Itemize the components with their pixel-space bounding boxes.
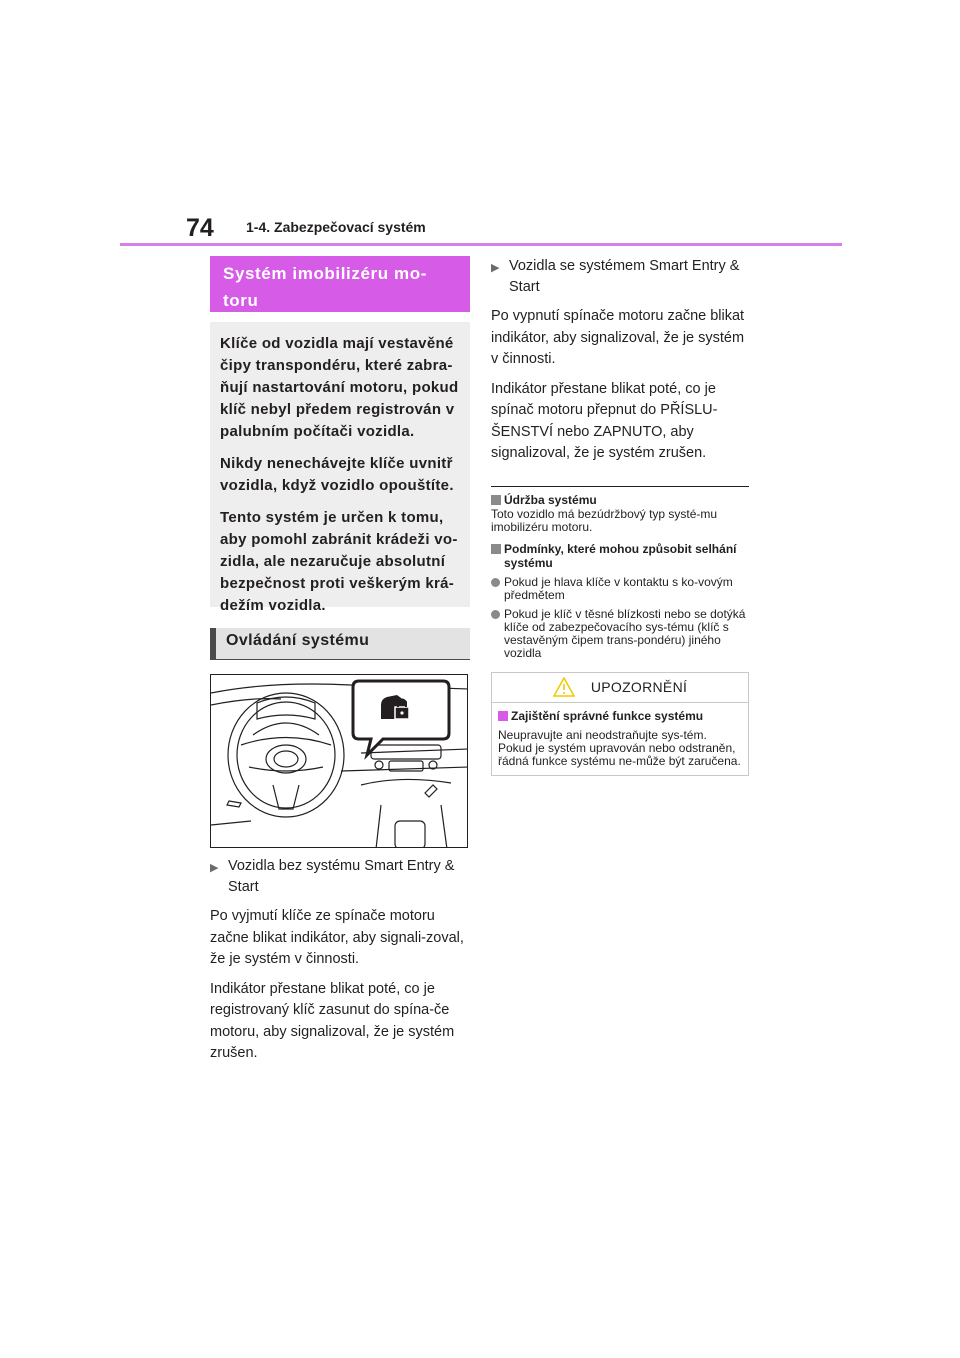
body-paragraph: Po vyjmutí klíče ze spínače motoru začne blikat indikátor, aby signali-zoval, že je systém v činnosti. bbox=[210, 908, 464, 967]
subsection-title: Ovládání systému bbox=[210, 628, 470, 660]
intro-paragraph: Tento systém je určen k tomu, aby pomohl zabránit krádeži vo-zidla, ale nezaručuje absolutní bezpečnost proti veškerým krá-dežím vozidla. bbox=[220, 509, 458, 614]
note-title: Údržba systému bbox=[504, 492, 597, 507]
warning-header bbox=[492, 673, 748, 703]
note-heading bbox=[491, 542, 749, 570]
intro-paragraph: Klíče od vozidla mají vestavěné čipy transpondéru, které zabra-ňují nastartování motoru, pokud klíč nebyl předem registrován v palubním počítači vozidla. bbox=[220, 335, 459, 440]
header-rule bbox=[120, 243, 842, 246]
warning-title: UPOZORNĚNÍ bbox=[590, 679, 688, 695]
left-column bbox=[210, 256, 470, 1065]
body-paragraph: Po vypnutí spínače motoru začne blikat indikátor, aby signalizoval, že je systém v činnosti. bbox=[491, 308, 745, 367]
intro-panel bbox=[210, 322, 470, 614]
warning-subtitle: Zajištění správné funkce systému bbox=[511, 708, 704, 723]
variant-label: Vozidla se systémem Smart Entry & Start bbox=[509, 258, 740, 295]
section-title: Systém imobilizéru mo-toru bbox=[210, 256, 470, 312]
note-heading bbox=[491, 493, 749, 507]
warning-content bbox=[492, 703, 748, 768]
list-item-text: Pokud je hlava klíče v kontaktu s ko-vovým předmětem bbox=[504, 574, 733, 602]
dashboard-illustration bbox=[210, 674, 468, 848]
note-text: Toto vozidlo má bezúdržbový typ systé-mu imobilizéru motoru. bbox=[491, 506, 718, 534]
dashboard-drawing bbox=[211, 675, 468, 848]
variant-item bbox=[491, 256, 749, 298]
body-paragraph: Indikátor přestane blikat poté, co je registrovaný klíč zasunut do spína-če motoru, aby signalizoval, že je systém zrušen. bbox=[210, 980, 455, 1061]
triangle-bullet-icon: ▶ bbox=[491, 262, 500, 274]
page-number: 74 bbox=[186, 214, 214, 242]
note-title: Podmínky, které mohou způsobit selhání systému bbox=[504, 541, 737, 570]
variant-item bbox=[210, 856, 470, 898]
square-bullet-icon bbox=[491, 495, 501, 505]
intro-paragraph: Nikdy nenechávejte klíče uvnitř vozidla, když vozidlo opouštíte. bbox=[220, 455, 454, 494]
round-bullet-icon bbox=[491, 578, 500, 587]
right-column bbox=[491, 256, 749, 776]
list-item bbox=[491, 576, 749, 602]
body-paragraph: Indikátor přestane blikat poté, co je spínač motoru přepnut do PŘÍSLU-ŠENSTVÍ nebo ZAPNUTO, aby signalizoval, že je systém zrušen. bbox=[491, 380, 718, 461]
divider bbox=[491, 486, 749, 487]
running-header: 1-4. Zabezpečovací systém bbox=[246, 219, 426, 235]
warning-triangle-icon bbox=[553, 677, 575, 697]
warning-text: Neupravujte ani neodstraňujte sys-tém. Pokud je systém upravován nebo odstraněn, řádná funkce systému ne-může být zaručena. bbox=[498, 727, 741, 768]
warning-subheading bbox=[498, 709, 742, 723]
square-bullet-icon bbox=[491, 544, 501, 554]
list-item bbox=[491, 608, 749, 660]
triangle-bullet-icon: ▶ bbox=[210, 862, 219, 874]
square-bullet-icon bbox=[498, 711, 508, 721]
variant-label: Vozidla bez systému Smart Entry & Start bbox=[228, 858, 455, 895]
warning-box bbox=[491, 672, 749, 776]
round-bullet-icon bbox=[491, 610, 500, 619]
list-item-text: Pokud je klíč v těsné blízkosti nebo se dotýká klíče od zabezpečovacího sys-tému (klíč s vestavěným čipem trans-pondéru) jiného vozidla bbox=[504, 606, 746, 660]
